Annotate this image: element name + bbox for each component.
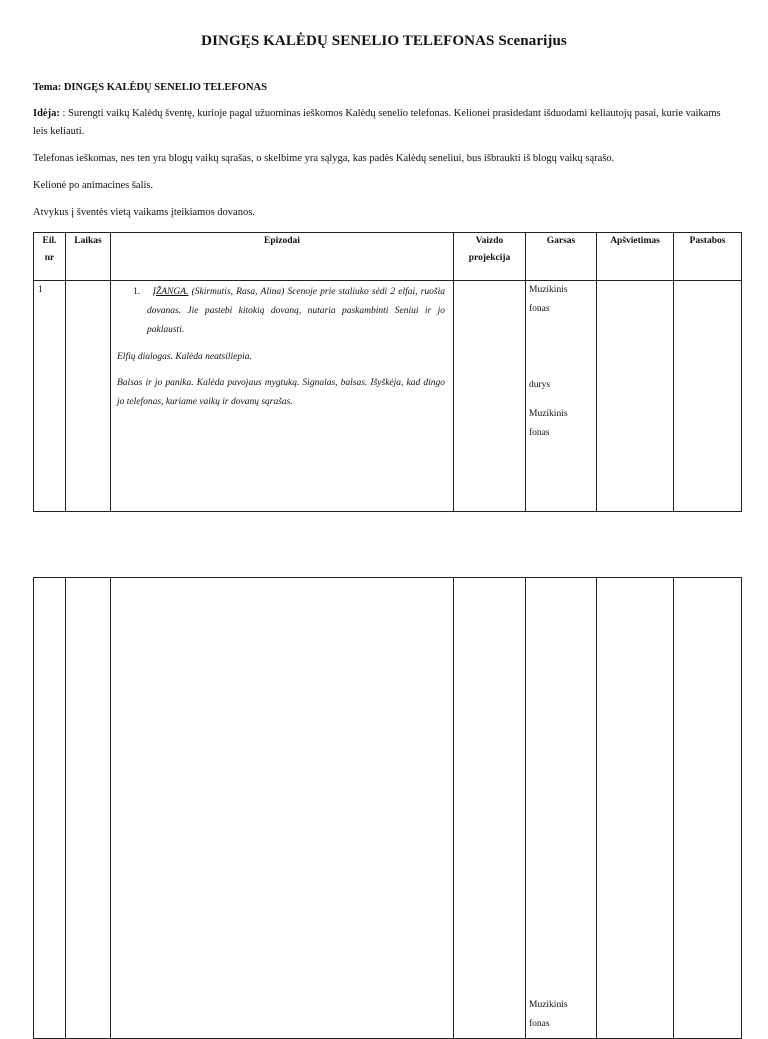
row-number: 1	[34, 281, 66, 512]
header-vaizdo-projekcija	[454, 233, 526, 281]
row-number	[34, 578, 66, 1039]
header-nr-line2: nr	[44, 253, 55, 263]
table-row	[34, 578, 742, 1039]
row-epizodai	[111, 281, 454, 512]
episode-paragraph-2: Elfių dialogas. Kalėda neatsiliepia.	[117, 352, 252, 362]
row-garsas	[526, 281, 597, 512]
row-pastabos	[674, 578, 742, 1039]
header-vaizdo-line2: projekcija	[468, 253, 511, 263]
header-nr	[34, 233, 66, 281]
garsas-note-1: Muzikinis fonas	[529, 285, 568, 314]
row-vaizdo-projekcija	[454, 578, 526, 1039]
ideja-line	[33, 105, 733, 141]
episode-number: 1.	[133, 287, 141, 297]
paragraph-atvykus: Atvykus į šventės vietą vaikams įteikiamos dovanos.	[33, 207, 255, 218]
header-apsvietimas: Apšvietimas	[597, 233, 674, 281]
document-title: DINGĘS KALĖDŲ SENELIO TELEFONAS Scenarijus	[201, 33, 567, 49]
row-laikas	[66, 578, 111, 1039]
header-pastabos: Pastabos	[674, 233, 742, 281]
episode-title: ĮŽANGA.	[152, 287, 189, 297]
row-vaizdo-projekcija	[454, 281, 526, 512]
row-apsvietimas	[597, 281, 674, 512]
episode-text: (Skirmutis, Rasa, Alina) Scenoje prie staliuko sėdi 2 elfai, ruošia dovanas. Jie pastebi kitokią dovaną, nutaria paskambinti Seniui ir jo paklausti.	[147, 287, 445, 335]
episode-item	[117, 283, 445, 340]
row-garsas	[526, 578, 597, 1039]
header-laikas: Laikas	[66, 233, 111, 281]
garsas-note-1: Muzikinis fonas	[529, 1000, 568, 1029]
row-apsvietimas	[597, 578, 674, 1039]
tema-label: Tema:	[33, 82, 62, 93]
garsas-note-3: Muzikinis fonas	[529, 409, 568, 438]
paragraph-telefonas: Telefonas ieškomas, nes ten yra blogų vaikų sąrašas, o skelbime yra sąlyga, kas padės Kalėdų seneliui, bus išbraukti iš blogų vaikų sąrašo.	[33, 153, 615, 164]
row-epizodai	[111, 578, 454, 1039]
ideja-label: Idėja:	[33, 108, 60, 119]
ideja-text: : Surengti vaikų Kalėdų šventę, kurioje pagal užuominas ieškomos Kalėdų senelio telefonas. Kelionei prasidedant išduodami keliautojų pasai, kurie vaikams leis keliauti.	[33, 108, 721, 137]
row-laikas	[66, 281, 111, 512]
garsas-note-2: durys	[529, 380, 551, 390]
table-header-row	[34, 233, 742, 281]
paragraph-kelione: Kelionė po animacines šalis.	[33, 180, 154, 191]
header-nr-line1: Eil.	[42, 236, 57, 246]
header-vaizdo-line1: Vaizdo	[475, 236, 504, 246]
scenario-table	[33, 232, 742, 512]
header-epizodai: Epizodai	[111, 233, 454, 281]
episode-paragraph-3: Balsas ir jo panika. Kalėda pavojaus mygtuką. Signalas, balsas. Išyškėja, kad dingo jo telefonas, kuriame vaikų ir dovanų sąrašas.	[117, 378, 445, 407]
table-row	[34, 281, 742, 512]
header-garsas: Garsas	[526, 233, 597, 281]
row-pastabos	[674, 281, 742, 512]
tema-line	[33, 79, 733, 97]
tema-value: DINGĘS KALĖDŲ SENELIO TELEFONAS	[63, 82, 267, 93]
scenario-table-continued	[33, 577, 742, 1039]
